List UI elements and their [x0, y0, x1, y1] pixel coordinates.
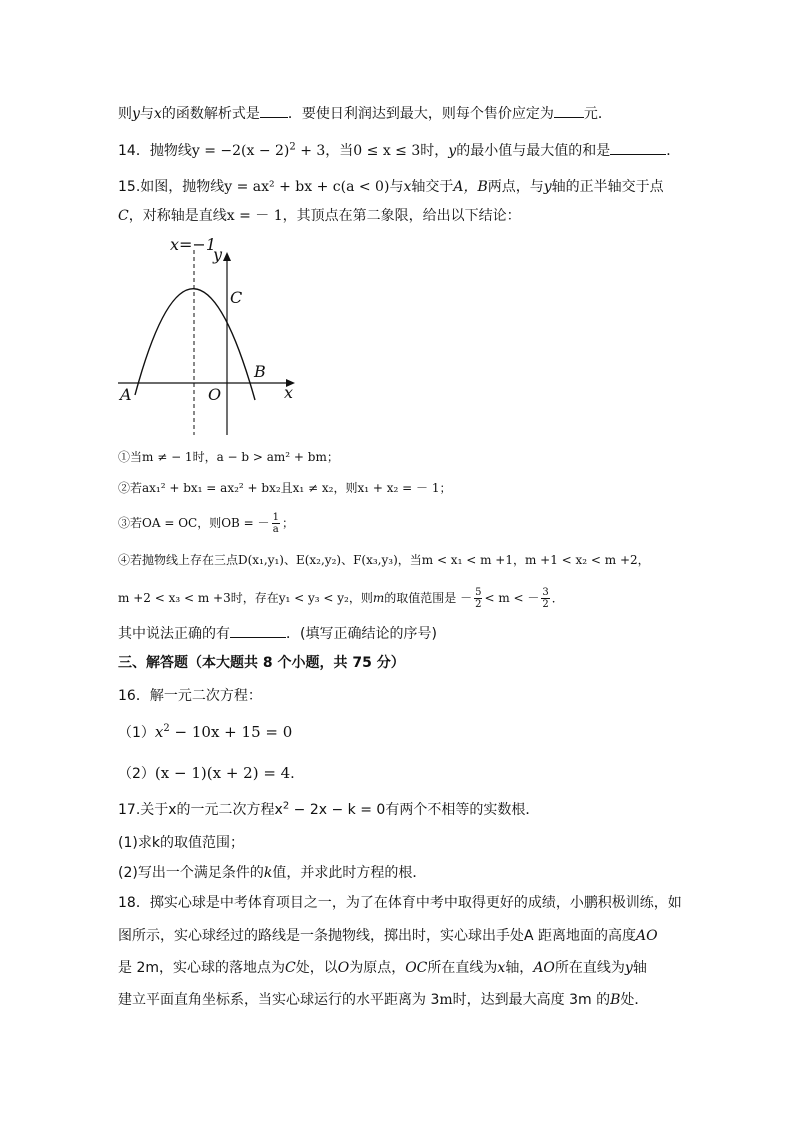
- question-18-line4: 建立平面直角坐标系，当实心球运行的水平距离为 3m时，达到最大高度 3m 的B处．: [118, 992, 649, 1008]
- text: ．要使日利润达到最大，则每个售价应定为: [287, 106, 554, 122]
- point-B: B: [254, 362, 266, 381]
- point-C: C: [230, 288, 243, 307]
- text: 的函数解析式是: [161, 106, 260, 122]
- point-A: A: [120, 385, 132, 404]
- text: 时，: [420, 143, 449, 159]
- question-number: 14．: [118, 143, 150, 159]
- text: 元．: [583, 106, 612, 122]
- conclusion-4-line2: m +2 < x₃ < m +3时，存在y₁ < y₃ < y₂，则m的取值范围是 － $\frac{5}{2}$ < m < － $\frac{3}{2}$ ．: [118, 587, 564, 610]
- origin-O: O: [208, 385, 222, 404]
- y-axis-arrow: [223, 252, 231, 261]
- question-15-line1: 15.如图，抛物线y = ax² + bx + c(a < 0)与x轴交于A，B两点，与y轴的正半轴交于点: [118, 179, 664, 195]
- var-y: y: [132, 106, 140, 122]
- text: 抛物线: [149, 143, 192, 159]
- answer-blank[interactable]: [610, 140, 666, 155]
- symmetry-label: x=−1: [170, 235, 217, 254]
- question-14: [118, 140, 680, 161]
- question-16-title: 16．解一元二次方程：: [118, 688, 262, 704]
- section-heading: 三、解答题（本大题共 8 个小题，共 75 分）: [118, 655, 405, 671]
- question-18-line2: 图所示，实心球经过的路线是一条抛物线，掷出时，实心球出手处A 距离地面的高度AO: [118, 928, 658, 944]
- question-17-title: 17.关于x的一元二次方程$x^2 - 2x - k = 0$有两个不相等的实数根．: [118, 800, 540, 818]
- text: ，当: [325, 143, 354, 159]
- question-16-part2: （2）(x − 1)(x + 2) = 4．: [118, 764, 305, 782]
- question-17-sub1: (1)求k的取值范围；: [118, 835, 244, 851]
- q13-answer-line: [118, 103, 612, 124]
- var-y: y: [448, 143, 457, 159]
- text: ．: [666, 143, 681, 159]
- parabola-figure: [110, 230, 310, 440]
- question-18-line3: 是 2m，实心球的落地点为C处，以O为原点，OC所在直线为x轴，AO所在直线为y轴: [118, 960, 647, 976]
- question-18-line1: 18．掷实心球是中考体育项目之一，为了在体育中考中取得更好的成绩，小鹏积极训练，如: [118, 895, 682, 911]
- conclusion-2: ②若ax₁² + bx₁ = ax₂² + bx₂且x₁ ≠ x₂，则x₁ + x₂ = － 1；: [118, 481, 452, 495]
- range: 0 ≤ x ≤ 3: [353, 143, 421, 159]
- question-17-sub2: (2)写出一个满足条件的k值，并求此时方程的根．: [118, 865, 427, 881]
- x-label: x: [284, 383, 294, 402]
- conclusion-4-line1: ④若抛物线上存在三点D(x₁,y₁)、E(x₂,y₂)、F(x₃,y₃)，当m < x₁ < m +1，m +1 < x₂ < m +2，: [118, 553, 650, 567]
- conclusion-3: ③若OA = OC，则OB = － $\frac{1}{a}$ ；: [118, 512, 294, 535]
- formula: $y = -2(x - 2)^2 + 3$: [191, 141, 326, 159]
- var-x: x: [153, 106, 162, 122]
- answer-blank[interactable]: [260, 103, 288, 118]
- text: 则: [118, 106, 132, 122]
- fraction: $\frac{1}{a}$: [272, 512, 279, 535]
- conclusion-1: ①当m ≠ − 1时，a − b > am² + bm；: [118, 450, 339, 464]
- text: 的最小值与最大值的和是: [456, 143, 611, 159]
- y-label: y: [213, 245, 223, 264]
- question-16-part1: $(1)x^2 - 10x + 15 = 0$: [118, 723, 293, 741]
- fraction: $\frac{3}{2}$: [542, 587, 549, 610]
- question-15-ask: 其中说法正确的有 ．(填写正确结论的序号): [118, 623, 437, 644]
- text: 与: [139, 106, 154, 122]
- answer-blank[interactable]: [230, 623, 286, 638]
- fraction: $\frac{5}{2}$: [475, 587, 482, 610]
- question-15-line2: C，对称轴是直线x = － 1，其顶点在第二象限，给出以下结论：: [118, 208, 521, 224]
- answer-blank[interactable]: [554, 103, 584, 118]
